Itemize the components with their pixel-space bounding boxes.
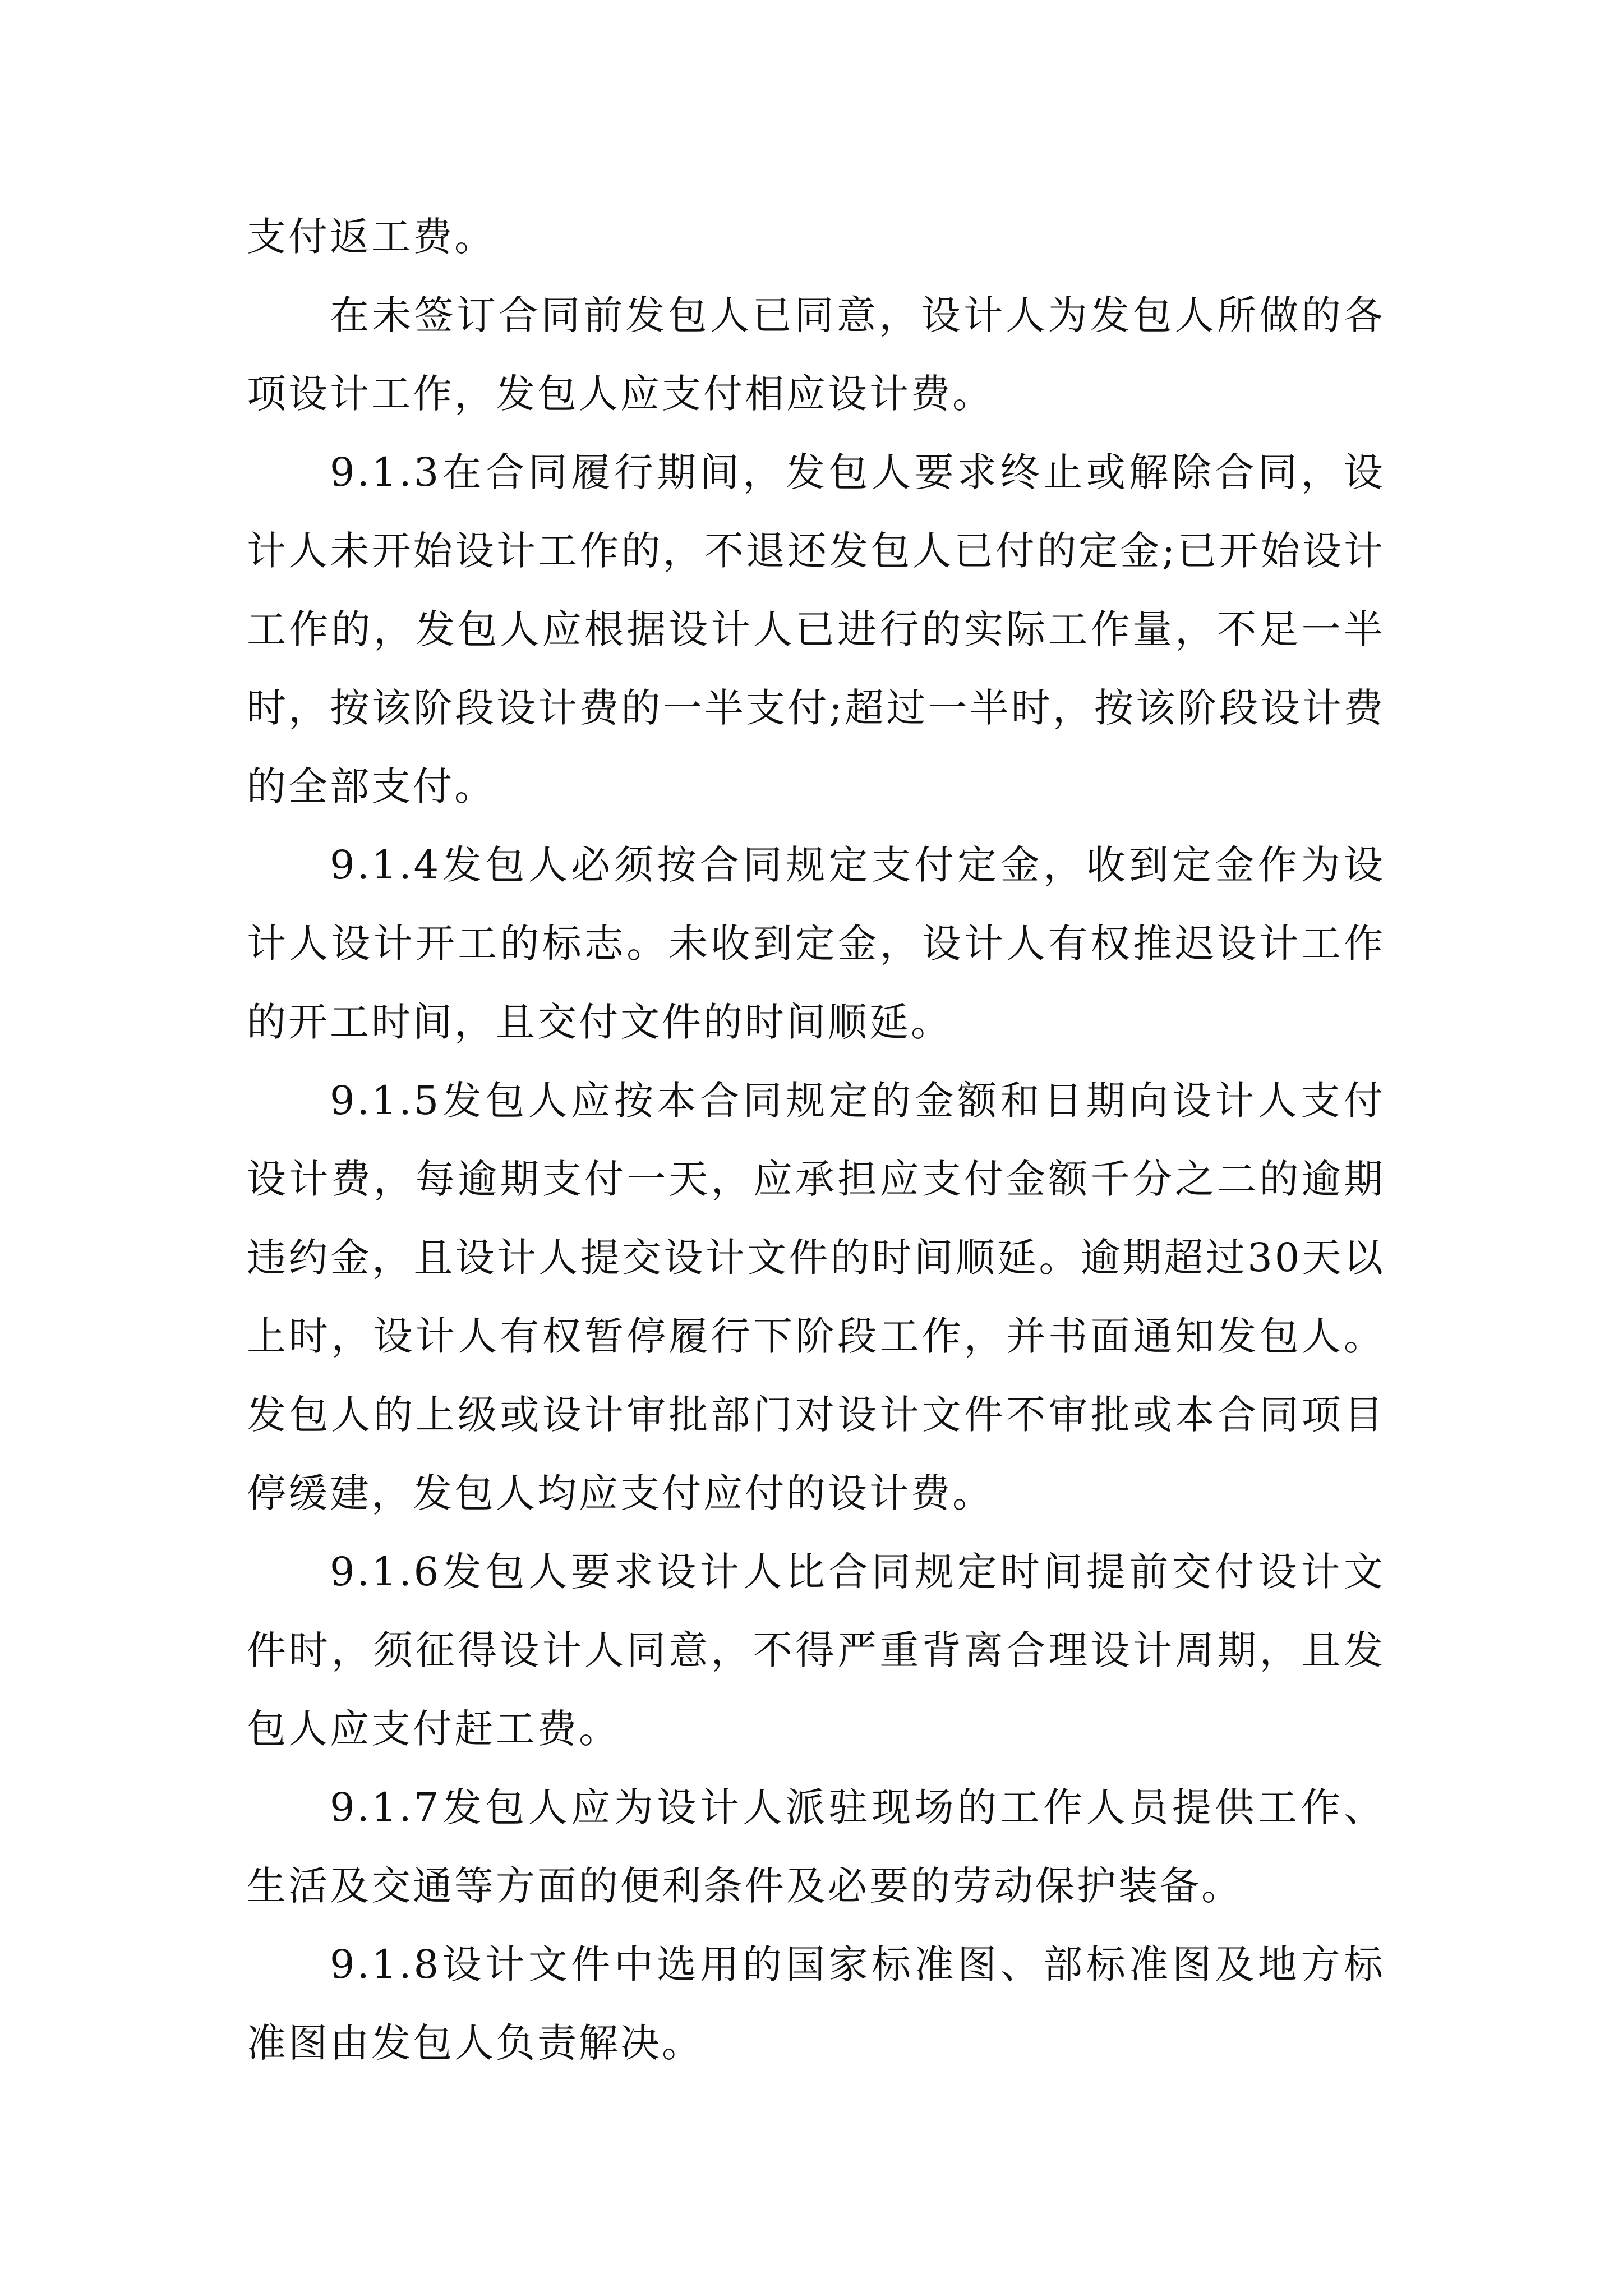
paragraph: 支付返工费。: [247, 214, 496, 260]
document-body: [247, 197, 1385, 2082]
clause-9-1-7: 9.1.7发包人应为设计人派驻现场的工作人员提供工作、生活及交通等方面的便利条件及必要的劳动保护装备。: [247, 1784, 1385, 1909]
clause-9-1-6: 9.1.6发包人要求设计人比合同规定时间提前交付设计文件时，须征得设计人同意，不得严重背离合理设计周期，且发包人应支付赶工费。: [247, 1549, 1385, 1752]
clause-9-1-4: 9.1.4发包人必须按合同规定支付定金，收到定金作为设计人设计开工的标志。未收到定金，设计人有权推迟设计工作的开工时间，且交付文件的时间顺延。: [247, 842, 1385, 1045]
clause-9-1-8: 9.1.8设计文件中选用的国家标准图、部标准图及地方标准图由发包人负责解决。: [247, 1941, 1385, 2066]
paragraph: 在未签订合同前发包人已同意，设计人为发包人所做的各项设计工作，发包人应支付相应设计费。: [247, 292, 1385, 417]
clause-9-1-5: 9.1.5发包人应按本合同规定的金额和日期向设计人支付设计费，每逾期支付一天，应承担应支付金额千分之二的逾期违约金，且设计人提交设计文件的时间顺延。逾期超过30天以上时，设计人有权暂停履行下阶段工作，并书面通知发包人。发包人的上级或设计审批部门对设计文件不审批或本合同项目停缓建，发包人均应支付应付的设计费。: [247, 1078, 1385, 1516]
clause-9-1-3: 9.1.3在合同履行期间，发包人要求终止或解除合同，设计人未开始设计工作的，不退还发包人已付的定金;已开始设计工作的，发包人应根据设计人已进行的实际工作量，不足一半时，按该阶段设计费的一半支付;超过一半时，按该阶段设计费的全部支付。: [247, 449, 1385, 809]
